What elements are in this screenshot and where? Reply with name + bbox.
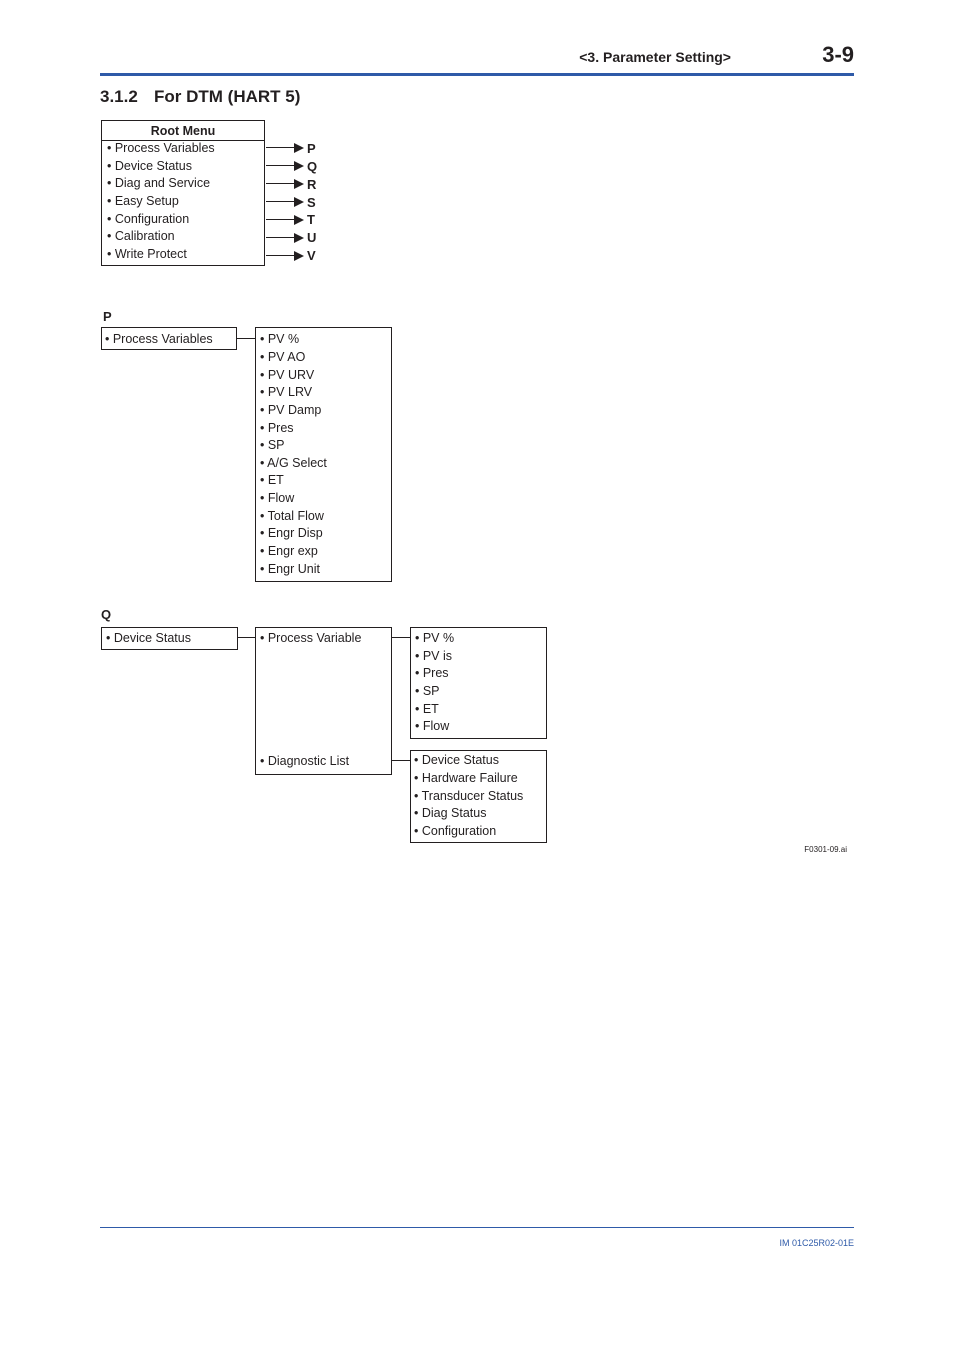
q-pv-connector — [392, 637, 411, 638]
q-node-box — [101, 627, 238, 650]
root-menu-item-configuration: • Configuration — [107, 212, 190, 226]
p-child-sp: • SP — [260, 438, 285, 452]
q-diag-child-hardware-failure: • Hardware Failure — [414, 771, 518, 785]
q-pv-child-pv-is: • PV is — [415, 649, 453, 663]
arrow-label-p: P — [307, 141, 316, 156]
p-child-engr-unit: • Engr Unit — [260, 562, 320, 576]
p-child-flow: • Flow — [260, 491, 295, 505]
q-diag-child-configuration: • Configuration — [414, 824, 497, 838]
q-pv-child-pres: • Pres — [415, 666, 449, 680]
root-menu-item-calibration: • Calibration — [107, 229, 175, 243]
submenu-label-q: Q — [101, 607, 112, 622]
p-child-engr-exp: • Engr exp — [260, 544, 318, 558]
root-menu-title: Root Menu — [102, 121, 264, 141]
root-menu-item-device-status: • Device Status — [107, 159, 192, 173]
p-children-box — [255, 327, 392, 582]
q-diag-connector — [392, 760, 411, 761]
root-menu-item-diag-and-service: • Diag and Service — [107, 176, 211, 190]
q-pv-child-flow: • Flow — [415, 719, 450, 733]
p-child-ag-select: • A/G Select — [260, 456, 327, 470]
q-diagnostic-list-box — [410, 750, 547, 843]
section-heading: For DTM (HART 5) — [154, 87, 301, 106]
figure-id: F0301-09.ai — [804, 845, 847, 854]
section-number: 3.1.2 — [100, 87, 138, 106]
running-header: <3. Parameter Setting> — [579, 49, 731, 65]
arrow-label-q: Q — [307, 159, 318, 174]
p-node-label: • Process Variables — [105, 332, 213, 346]
header-rule — [100, 73, 854, 76]
q-pv-child-sp: • SP — [415, 684, 440, 698]
section-title — [100, 87, 300, 107]
q-level2-box — [255, 627, 392, 775]
p-node-box — [101, 327, 237, 350]
p-child-pv-lrv: • PV LRV — [260, 385, 313, 399]
root-menu-item-process-variables: • Process Variables — [107, 141, 215, 155]
p-child-total-flow: • Total Flow — [260, 509, 324, 523]
arrow-label-t: T — [307, 212, 315, 227]
p-child-pv-ao: • PV AO — [260, 350, 306, 364]
q-pv-child-et: • ET — [415, 702, 439, 716]
p-connector — [237, 338, 256, 339]
arrow-label-r: R — [307, 177, 317, 192]
p-child-et: • ET — [260, 473, 284, 487]
p-child-pv-urv: • PV URV — [260, 368, 315, 382]
q-diag-child-device-status: • Device Status — [414, 753, 499, 767]
q-connector — [238, 637, 256, 638]
p-child-engr-disp: • Engr Disp — [260, 526, 323, 540]
submenu-label-p: P — [103, 309, 112, 324]
arrow-label-u: U — [307, 230, 317, 245]
footer-rule — [100, 1227, 854, 1228]
document-id: IM 01C25R02-01E — [779, 1238, 854, 1248]
q-level2-diagnostic-list: • Diagnostic List — [260, 754, 350, 768]
page-number: 3-9 — [822, 42, 854, 67]
q-diag-child-diag-status: • Diag Status — [414, 806, 487, 820]
q-node-label: • Device Status — [106, 631, 191, 645]
p-child-pv-damp: • PV Damp — [260, 403, 322, 417]
p-child-pres: • Pres — [260, 421, 294, 435]
q-process-variable-box — [410, 627, 547, 739]
q-pv-child-pv-percent: • PV % — [415, 631, 455, 645]
q-level2-process-variable: • Process Variable — [260, 631, 362, 645]
arrow-label-v: V — [307, 248, 316, 263]
p-child-pv-percent: • PV % — [260, 332, 300, 346]
q-diag-child-transducer-status: • Transducer Status — [414, 789, 524, 803]
arrow-label-s: S — [307, 195, 316, 210]
root-menu-item-easy-setup: • Easy Setup — [107, 194, 179, 208]
root-menu-item-write-protect: • Write Protect — [107, 247, 187, 261]
root-menu-box — [101, 120, 265, 266]
